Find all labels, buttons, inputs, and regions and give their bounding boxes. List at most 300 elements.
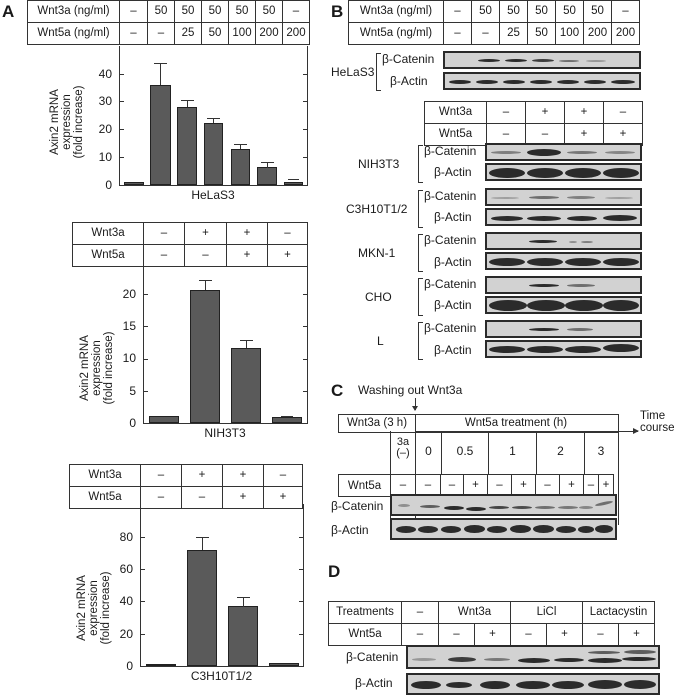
blot-label-actin: β-Actin xyxy=(434,298,472,312)
error-cap xyxy=(237,597,250,598)
bar xyxy=(149,416,179,423)
cell: + xyxy=(526,102,565,124)
band xyxy=(466,507,486,511)
panel-b-letter: B xyxy=(331,2,344,21)
bracket xyxy=(418,145,423,183)
cell: + xyxy=(185,223,227,245)
y-tick xyxy=(120,74,124,75)
band xyxy=(588,658,622,663)
band xyxy=(565,300,603,311)
band xyxy=(595,500,613,507)
cell: – xyxy=(264,465,303,487)
band xyxy=(535,506,555,509)
blot-nih3t3-catenin xyxy=(485,143,642,161)
error-cap xyxy=(234,144,247,145)
band xyxy=(565,168,601,178)
band xyxy=(527,149,561,156)
band xyxy=(586,60,606,62)
blot-mkn1-catenin xyxy=(485,232,642,250)
blot-d-catenin xyxy=(406,645,660,669)
blot-c3h10t12-catenin xyxy=(485,188,642,206)
row-label: Wnt3a xyxy=(73,223,144,245)
bracket xyxy=(376,53,381,91)
band xyxy=(444,506,464,510)
y-tick xyxy=(120,157,124,158)
bar xyxy=(257,167,277,185)
band xyxy=(449,80,471,84)
y-tick-label: 0 xyxy=(126,659,133,673)
error-cap xyxy=(199,280,212,281)
error-bar xyxy=(187,100,188,107)
cell: + xyxy=(223,465,264,487)
band xyxy=(516,681,550,689)
band xyxy=(624,680,656,689)
band xyxy=(418,526,438,533)
band xyxy=(567,196,595,199)
band xyxy=(480,681,510,689)
band xyxy=(527,300,565,311)
y-tick xyxy=(299,634,303,635)
cell: 50 xyxy=(256,1,283,23)
cell: – xyxy=(583,624,619,646)
blot-hela-catenin xyxy=(443,51,641,69)
y-tick-label: 5 xyxy=(129,384,136,398)
band xyxy=(512,506,532,509)
y-tick-label: 80 xyxy=(119,530,133,544)
row-label: Wnt5a xyxy=(425,124,487,146)
cell: Wnt3a xyxy=(439,602,511,624)
band xyxy=(491,216,523,221)
blot-label-actin: β-Actin xyxy=(331,523,369,537)
band xyxy=(603,168,639,178)
cell-line-label: C3H10T1/2 xyxy=(346,202,408,216)
time-course-line: Time xyxy=(640,410,666,422)
y-tick-label: 10 xyxy=(98,150,112,164)
blot-label-actin: β-Actin xyxy=(434,255,472,269)
bar xyxy=(177,107,197,185)
cell: 200 xyxy=(256,23,283,45)
band xyxy=(529,240,557,243)
wnt3a-3h-label: Wnt3a (3 h) xyxy=(346,417,408,429)
panel-c-letter: C xyxy=(331,381,344,400)
chart-c3h10t12 xyxy=(140,504,304,667)
blot-c-actin xyxy=(390,518,617,540)
band xyxy=(398,504,410,507)
cell: – xyxy=(439,624,475,646)
y-tick-label: 20 xyxy=(122,287,136,301)
error-cap xyxy=(196,537,209,538)
band xyxy=(567,151,597,154)
cell: 25 xyxy=(175,23,202,45)
y-axis-label xyxy=(49,77,85,167)
timepoint-label: 1 xyxy=(509,444,516,458)
blot-d-actin xyxy=(406,673,660,695)
first-col-label xyxy=(392,437,414,459)
blot-label-actin: β-Actin xyxy=(434,165,472,179)
blot-label-actin: β-Actin xyxy=(434,210,472,224)
band xyxy=(578,526,594,533)
y-axis-label-line: (fold increase) xyxy=(103,331,115,405)
cell: LiCl xyxy=(511,602,583,624)
panel-a-table-hela xyxy=(27,0,310,45)
row-label: Wnt3a (ng/ml) xyxy=(349,1,444,23)
chart-nih3t3 xyxy=(143,262,308,424)
cell: – xyxy=(444,1,472,23)
cell: 100 xyxy=(556,23,584,45)
band xyxy=(622,657,656,661)
band xyxy=(579,506,593,509)
cell: – xyxy=(536,475,560,497)
row-label: Wnt5a xyxy=(73,245,144,267)
blot-l-catenin xyxy=(485,320,642,338)
y-tick xyxy=(144,359,148,360)
y-tick xyxy=(299,569,303,570)
timepoint-label: 0.5 xyxy=(456,444,474,458)
y-tick-label: 20 xyxy=(119,627,133,641)
y-tick xyxy=(303,157,307,158)
row-label: Wnt5a (ng/ml) xyxy=(28,23,120,45)
cell: – xyxy=(120,23,148,45)
error-cap xyxy=(261,162,274,163)
band xyxy=(565,258,601,266)
bar xyxy=(146,664,176,666)
y-axis-label-line: Axin2 mRNA xyxy=(79,335,91,401)
blot-c-catenin xyxy=(390,494,617,516)
band xyxy=(532,59,554,62)
y-tick xyxy=(303,101,307,102)
cell: 200 xyxy=(283,23,310,45)
y-tick xyxy=(141,537,145,538)
time-course-arrowhead-icon xyxy=(633,428,639,434)
y-axis-label-line: expression xyxy=(91,340,103,396)
y-tick xyxy=(144,294,148,295)
cell: + xyxy=(560,475,584,497)
band xyxy=(595,525,613,533)
cell: 50 xyxy=(229,1,256,23)
band xyxy=(489,258,525,266)
band xyxy=(484,658,510,661)
y-tick xyxy=(299,537,303,538)
y-tick-label: 15 xyxy=(122,319,136,333)
panel-b-table-top xyxy=(348,0,640,45)
y-tick xyxy=(299,601,303,602)
bar xyxy=(272,417,302,423)
cell: + xyxy=(464,475,488,497)
band xyxy=(489,346,525,353)
time-course-label xyxy=(640,410,675,434)
band xyxy=(603,300,639,311)
band xyxy=(489,506,509,509)
blot-l-actin xyxy=(485,340,642,358)
cell: 50 xyxy=(175,1,202,23)
cell: – xyxy=(416,475,441,497)
cell: + xyxy=(268,245,308,267)
error-bar xyxy=(160,63,161,85)
bar xyxy=(269,663,299,666)
cell: – xyxy=(120,1,148,23)
first-col-line: 3a xyxy=(396,436,410,448)
timepoint-label: 0 xyxy=(425,444,432,458)
blot-label-actin: β-Actin xyxy=(355,676,393,690)
bar xyxy=(228,606,258,666)
row-label: Wnt5a (ng/ml) xyxy=(349,23,444,45)
washing-out-annotation: Washing out Wnt3a xyxy=(358,383,463,397)
cell: – xyxy=(604,102,643,124)
cell: + xyxy=(599,475,614,497)
y-axis-label-line: expression xyxy=(88,580,100,636)
error-bar xyxy=(246,340,247,348)
y-tick xyxy=(144,391,148,392)
cell: – xyxy=(402,624,439,646)
band xyxy=(527,168,563,178)
row-label: Wnt5a xyxy=(70,487,141,509)
blot-label-catenin: β-Catenin xyxy=(424,189,477,203)
band xyxy=(603,344,639,352)
blot-label-actin: β-Actin xyxy=(390,74,428,88)
error-bar xyxy=(205,280,206,290)
cell: – xyxy=(488,475,512,497)
cell: – xyxy=(148,23,175,45)
band xyxy=(554,658,584,662)
band xyxy=(476,80,498,84)
wnt5a-treatment-label: Wnt5a treatment (h) xyxy=(464,417,568,429)
band xyxy=(411,681,441,689)
y-tick-label: 20 xyxy=(98,122,112,136)
cell: 50 xyxy=(556,1,584,23)
bar xyxy=(190,290,220,423)
band xyxy=(581,241,593,243)
band xyxy=(552,681,584,689)
y-tick xyxy=(144,326,148,327)
panel-a-letter: A xyxy=(2,2,15,21)
y-tick xyxy=(141,569,145,570)
y-tick xyxy=(303,359,307,360)
cell: – xyxy=(511,624,547,646)
bar xyxy=(231,348,261,423)
band xyxy=(412,658,436,661)
blot-label-catenin: β-Catenin xyxy=(424,321,477,335)
cell: – xyxy=(141,465,182,487)
blot-mkn1-actin xyxy=(485,252,642,270)
y-tick xyxy=(303,294,307,295)
cell: 50 xyxy=(148,1,175,23)
cell: – xyxy=(185,245,227,267)
y-tick xyxy=(303,326,307,327)
x-axis-label: C3H10T1/2 xyxy=(190,669,253,683)
bar xyxy=(284,182,303,185)
error-bar xyxy=(243,597,244,607)
y-tick-label: 60 xyxy=(119,562,133,576)
cell: + xyxy=(182,465,223,487)
panel-a-table-nih3t3 xyxy=(72,222,308,267)
cell: 50 xyxy=(528,1,556,23)
band xyxy=(527,346,563,353)
cell: + xyxy=(264,487,303,509)
band xyxy=(565,346,601,353)
cell: 200 xyxy=(584,23,612,45)
band xyxy=(489,168,525,178)
blot-label-catenin: β-Catenin xyxy=(331,499,384,513)
row-label: Treatments xyxy=(329,602,402,624)
band xyxy=(584,80,606,84)
y-tick-label: 0 xyxy=(129,416,136,430)
band xyxy=(529,284,559,287)
y-tick xyxy=(120,129,124,130)
cell: 100 xyxy=(229,23,256,45)
cell-line-label: HeLaS3 xyxy=(331,65,375,79)
cell: – xyxy=(268,223,308,245)
band xyxy=(489,300,527,311)
band xyxy=(420,505,440,508)
cell: + xyxy=(223,487,264,509)
bracket xyxy=(418,190,423,228)
band xyxy=(603,215,637,221)
y-axis-label xyxy=(76,563,112,653)
chart-hela xyxy=(119,46,308,186)
bar xyxy=(231,149,250,185)
band xyxy=(529,196,559,199)
error-cap xyxy=(154,63,167,64)
band xyxy=(527,216,561,221)
x-axis-label: NIH3T3 xyxy=(204,426,246,440)
band xyxy=(510,525,531,533)
cell: 25 xyxy=(500,23,528,45)
band xyxy=(491,197,519,199)
cell: – xyxy=(144,245,185,267)
band xyxy=(491,151,521,154)
cell-line-label: L xyxy=(377,334,384,348)
blot-label-catenin: β-Catenin xyxy=(424,233,477,247)
blot-cho-actin xyxy=(485,296,642,314)
band xyxy=(605,151,635,154)
blot-label-actin: β-Actin xyxy=(434,343,472,357)
blot-cho-catenin xyxy=(485,276,642,294)
band xyxy=(569,241,577,243)
blot-c3h10t12-actin xyxy=(485,208,642,226)
cell-line-label: NIH3T3 xyxy=(358,157,400,171)
cell: + xyxy=(512,475,536,497)
cell: – xyxy=(141,487,182,509)
cell: – xyxy=(472,23,500,45)
band xyxy=(503,80,525,84)
band xyxy=(557,80,579,84)
panel-a-table-c3h10t12 xyxy=(69,464,303,509)
error-cap xyxy=(240,340,253,341)
y-tick xyxy=(120,101,124,102)
x-axis-label: HeLaS3 xyxy=(191,188,235,202)
band xyxy=(527,258,563,266)
band xyxy=(567,328,593,331)
cell: – xyxy=(612,1,640,23)
row-label: Wnt3a xyxy=(70,465,141,487)
band xyxy=(559,60,579,62)
band xyxy=(556,526,576,533)
blot-label-catenin: β-Catenin xyxy=(424,144,477,158)
cell: 200 xyxy=(612,23,640,45)
y-tick xyxy=(141,634,145,635)
y-axis-label-line: Axin2 mRNA xyxy=(76,575,88,641)
y-tick-label: 0 xyxy=(105,178,112,192)
cell: 50 xyxy=(472,1,500,23)
bracket xyxy=(418,278,423,316)
row-label: Wnt3a (ng/ml) xyxy=(28,1,120,23)
arrowhead-icon xyxy=(412,406,418,411)
y-tick xyxy=(303,391,307,392)
panel-d-table xyxy=(328,601,655,646)
cell: 50 xyxy=(202,1,229,23)
band xyxy=(441,526,461,533)
cell: + xyxy=(227,223,268,245)
cell: + xyxy=(547,624,583,646)
cell: – xyxy=(487,102,526,124)
band xyxy=(567,284,595,287)
cell: + xyxy=(227,245,268,267)
cell: – xyxy=(182,487,223,509)
blot-hela-actin xyxy=(443,72,641,90)
y-axis-label-line: (fold increase) xyxy=(73,85,85,159)
error-cap xyxy=(207,118,220,119)
cell: 50 xyxy=(528,23,556,45)
band xyxy=(446,682,472,688)
y-tick-label: 10 xyxy=(122,351,136,365)
y-axis-label-line: Axin2 mRNA xyxy=(49,89,61,155)
cell: + xyxy=(604,124,643,146)
y-tick xyxy=(303,74,307,75)
cell: – xyxy=(402,602,439,624)
band xyxy=(558,506,578,509)
bar xyxy=(204,123,223,185)
y-tick-label: 40 xyxy=(98,67,112,81)
cell: – xyxy=(391,475,416,497)
cell: – xyxy=(444,23,472,45)
band xyxy=(487,526,507,533)
band xyxy=(530,80,552,84)
blot-label-catenin: β-Catenin xyxy=(424,277,477,291)
row-label: Wnt5a xyxy=(329,624,402,646)
timepoint-label: 3 xyxy=(597,444,605,458)
cell: 50 xyxy=(500,1,528,23)
band xyxy=(478,59,500,62)
cell: + xyxy=(475,624,511,646)
bar xyxy=(187,550,217,666)
cell: – xyxy=(144,223,185,245)
band xyxy=(448,657,476,662)
cell: – xyxy=(526,124,565,146)
panel-b-table-bottom xyxy=(424,101,643,146)
band xyxy=(567,216,597,221)
row-label: Wnt3a xyxy=(425,102,487,124)
band xyxy=(464,525,485,533)
y-tick-label: 40 xyxy=(119,594,133,608)
time-course-line: course xyxy=(640,422,675,434)
y-tick xyxy=(141,601,145,602)
cell: – xyxy=(584,475,599,497)
row-label: Wnt5a xyxy=(339,475,391,497)
cell: + xyxy=(619,624,655,646)
band xyxy=(396,526,416,533)
error-cap xyxy=(288,179,299,180)
band xyxy=(518,658,550,663)
bracket xyxy=(418,234,423,272)
cell: 50 xyxy=(584,1,612,23)
band xyxy=(529,328,559,331)
band xyxy=(603,258,639,266)
y-axis-label xyxy=(79,323,115,413)
bar xyxy=(150,85,171,185)
cell-line-label: CHO xyxy=(365,290,392,304)
band xyxy=(505,59,527,62)
first-col-line: (–) xyxy=(396,447,410,459)
